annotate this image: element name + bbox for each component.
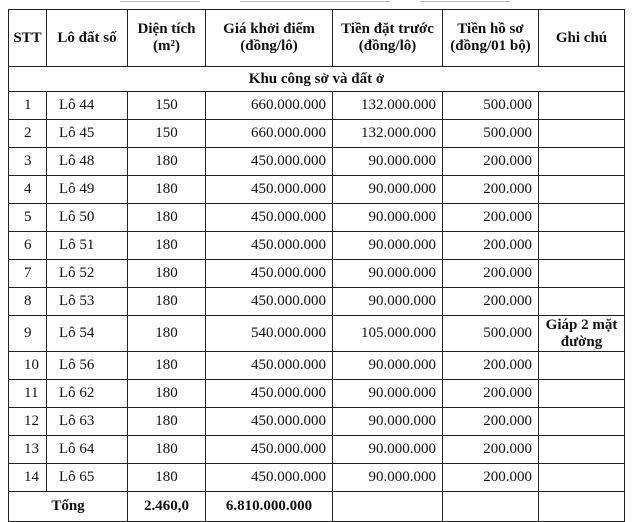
auction-lot-table [8,9,625,522]
header-fee: Tiền hồ sơ (đồng/01 bộ) [443,10,539,67]
cell-stt: 11 [9,380,47,408]
header-area: Diện tích (m²) [128,10,206,67]
cell-stt: 13 [9,436,47,464]
table-row [9,92,625,120]
cell-note [539,464,625,492]
cell-price: 450.000.000 [206,260,333,288]
total-label: Tổng [9,492,128,522]
cell-price: 450.000.000 [206,380,333,408]
cell-price: 450.000.000 [206,464,333,492]
cell-fee: 200.000 [443,232,539,260]
header-price: Giá khởi điểm (đồng/lô) [206,10,333,67]
cell-price: 450.000.000 [206,232,333,260]
cell-lot: Lô 56 [47,352,128,380]
cell-fee: 200.000 [443,204,539,232]
cell-stt: 4 [9,176,47,204]
cell-deposit: 90.000.000 [333,260,443,288]
cell-note [539,408,625,436]
cell-stt: 14 [9,464,47,492]
cell-note [539,436,625,464]
cell-stt: 6 [9,232,47,260]
table-row [9,232,625,260]
cell-fee: 500.000 [443,120,539,148]
table-row [9,352,625,380]
section-row [9,67,625,92]
cell-area: 180 [128,260,206,288]
cell-fee: 200.000 [443,464,539,492]
header-lot: Lô đất số [47,10,128,67]
cell-price: 660.000.000 [206,120,333,148]
cell-price: 450.000.000 [206,352,333,380]
cell-note [539,352,625,380]
cell-stt: 10 [9,352,47,380]
cell-lot: Lô 54 [47,316,128,352]
cell-deposit: 90.000.000 [333,436,443,464]
cell-fee: 500.000 [443,316,539,352]
cell-lot: Lô 50 [47,204,128,232]
cell-lot: Lô 62 [47,380,128,408]
total-row [9,492,625,522]
cell-lot: Lô 53 [47,288,128,316]
table-row [9,436,625,464]
cell-area: 180 [128,204,206,232]
cell-note [539,92,625,120]
table-row [9,380,625,408]
table-row [9,120,625,148]
cell-lot: Lô 52 [47,260,128,288]
cell-deposit: 132.000.000 [333,120,443,148]
total-area: 2.460,0 [128,492,206,522]
cell-deposit: 132.000.000 [333,92,443,120]
cell-area: 180 [128,316,206,352]
header-stt: STT [9,10,47,67]
cell-area: 180 [128,436,206,464]
cell-lot: Lô 45 [47,120,128,148]
cell-note [539,148,625,176]
cell-note [539,176,625,204]
cell-fee: 200.000 [443,408,539,436]
cell-area: 180 [128,352,206,380]
cell-note [539,260,625,288]
table-row [9,288,625,316]
cell-price: 450.000.000 [206,176,333,204]
cell-note [539,380,625,408]
cell-lot: Lô 65 [47,464,128,492]
cell-fee: 200.000 [443,436,539,464]
cell-deposit: 90.000.000 [333,380,443,408]
cell-stt: 9 [9,316,47,352]
cell-fee: 200.000 [443,352,539,380]
table-row [9,260,625,288]
cell-stt: 1 [9,92,47,120]
total-fee-empty [443,492,539,522]
cell-note [539,288,625,316]
cell-stt: 12 [9,408,47,436]
cell-price: 540.000.000 [206,316,333,352]
cell-deposit: 90.000.000 [333,352,443,380]
section-title: Khu công sở và đất ở [9,67,625,92]
cell-lot: Lô 44 [47,92,128,120]
table-row [9,316,625,352]
cell-stt: 2 [9,120,47,148]
header-row [9,10,625,67]
cell-note: Giáp 2 mặt đường [539,316,625,352]
cell-area: 180 [128,176,206,204]
header-note: Ghi chú [539,10,625,67]
cell-stt: 8 [9,288,47,316]
cell-fee: 200.000 [443,176,539,204]
header-deposit: Tiền đặt trước (đồng/lô) [333,10,443,67]
cell-deposit: 90.000.000 [333,288,443,316]
cropped-previous-text [0,0,632,7]
cell-fee: 500.000 [443,92,539,120]
cell-price: 450.000.000 [206,148,333,176]
total-price: 6.810.000.000 [206,492,333,522]
cell-area: 180 [128,148,206,176]
cell-fee: 200.000 [443,288,539,316]
cell-deposit: 90.000.000 [333,176,443,204]
cell-note [539,204,625,232]
cell-lot: Lô 48 [47,148,128,176]
cell-price: 660.000.000 [206,92,333,120]
table-row [9,204,625,232]
cell-price: 450.000.000 [206,436,333,464]
cell-area: 180 [128,288,206,316]
total-note-empty [539,492,625,522]
cell-stt: 3 [9,148,47,176]
cell-area: 180 [128,380,206,408]
cell-lot: Lô 49 [47,176,128,204]
cell-lot: Lô 63 [47,408,128,436]
cell-price: 450.000.000 [206,288,333,316]
cell-price: 450.000.000 [206,408,333,436]
cell-note [539,232,625,260]
cell-deposit: 90.000.000 [333,148,443,176]
table-row [9,176,625,204]
table-row [9,464,625,492]
cell-stt: 5 [9,204,47,232]
cell-fee: 200.000 [443,148,539,176]
cell-area: 180 [128,232,206,260]
cell-area: 180 [128,464,206,492]
table-row [9,148,625,176]
cell-note [539,120,625,148]
cell-deposit: 90.000.000 [333,204,443,232]
cell-deposit: 90.000.000 [333,408,443,436]
total-deposit-empty [333,492,443,522]
cell-deposit: 105.000.000 [333,316,443,352]
cell-deposit: 90.000.000 [333,464,443,492]
cell-deposit: 90.000.000 [333,232,443,260]
cell-area: 150 [128,92,206,120]
cell-price: 450.000.000 [206,204,333,232]
cell-lot: Lô 51 [47,232,128,260]
table-row [9,408,625,436]
cell-fee: 200.000 [443,260,539,288]
cell-lot: Lô 64 [47,436,128,464]
cell-area: 150 [128,120,206,148]
cell-stt: 7 [9,260,47,288]
cell-fee: 200.000 [443,380,539,408]
cell-area: 180 [128,408,206,436]
